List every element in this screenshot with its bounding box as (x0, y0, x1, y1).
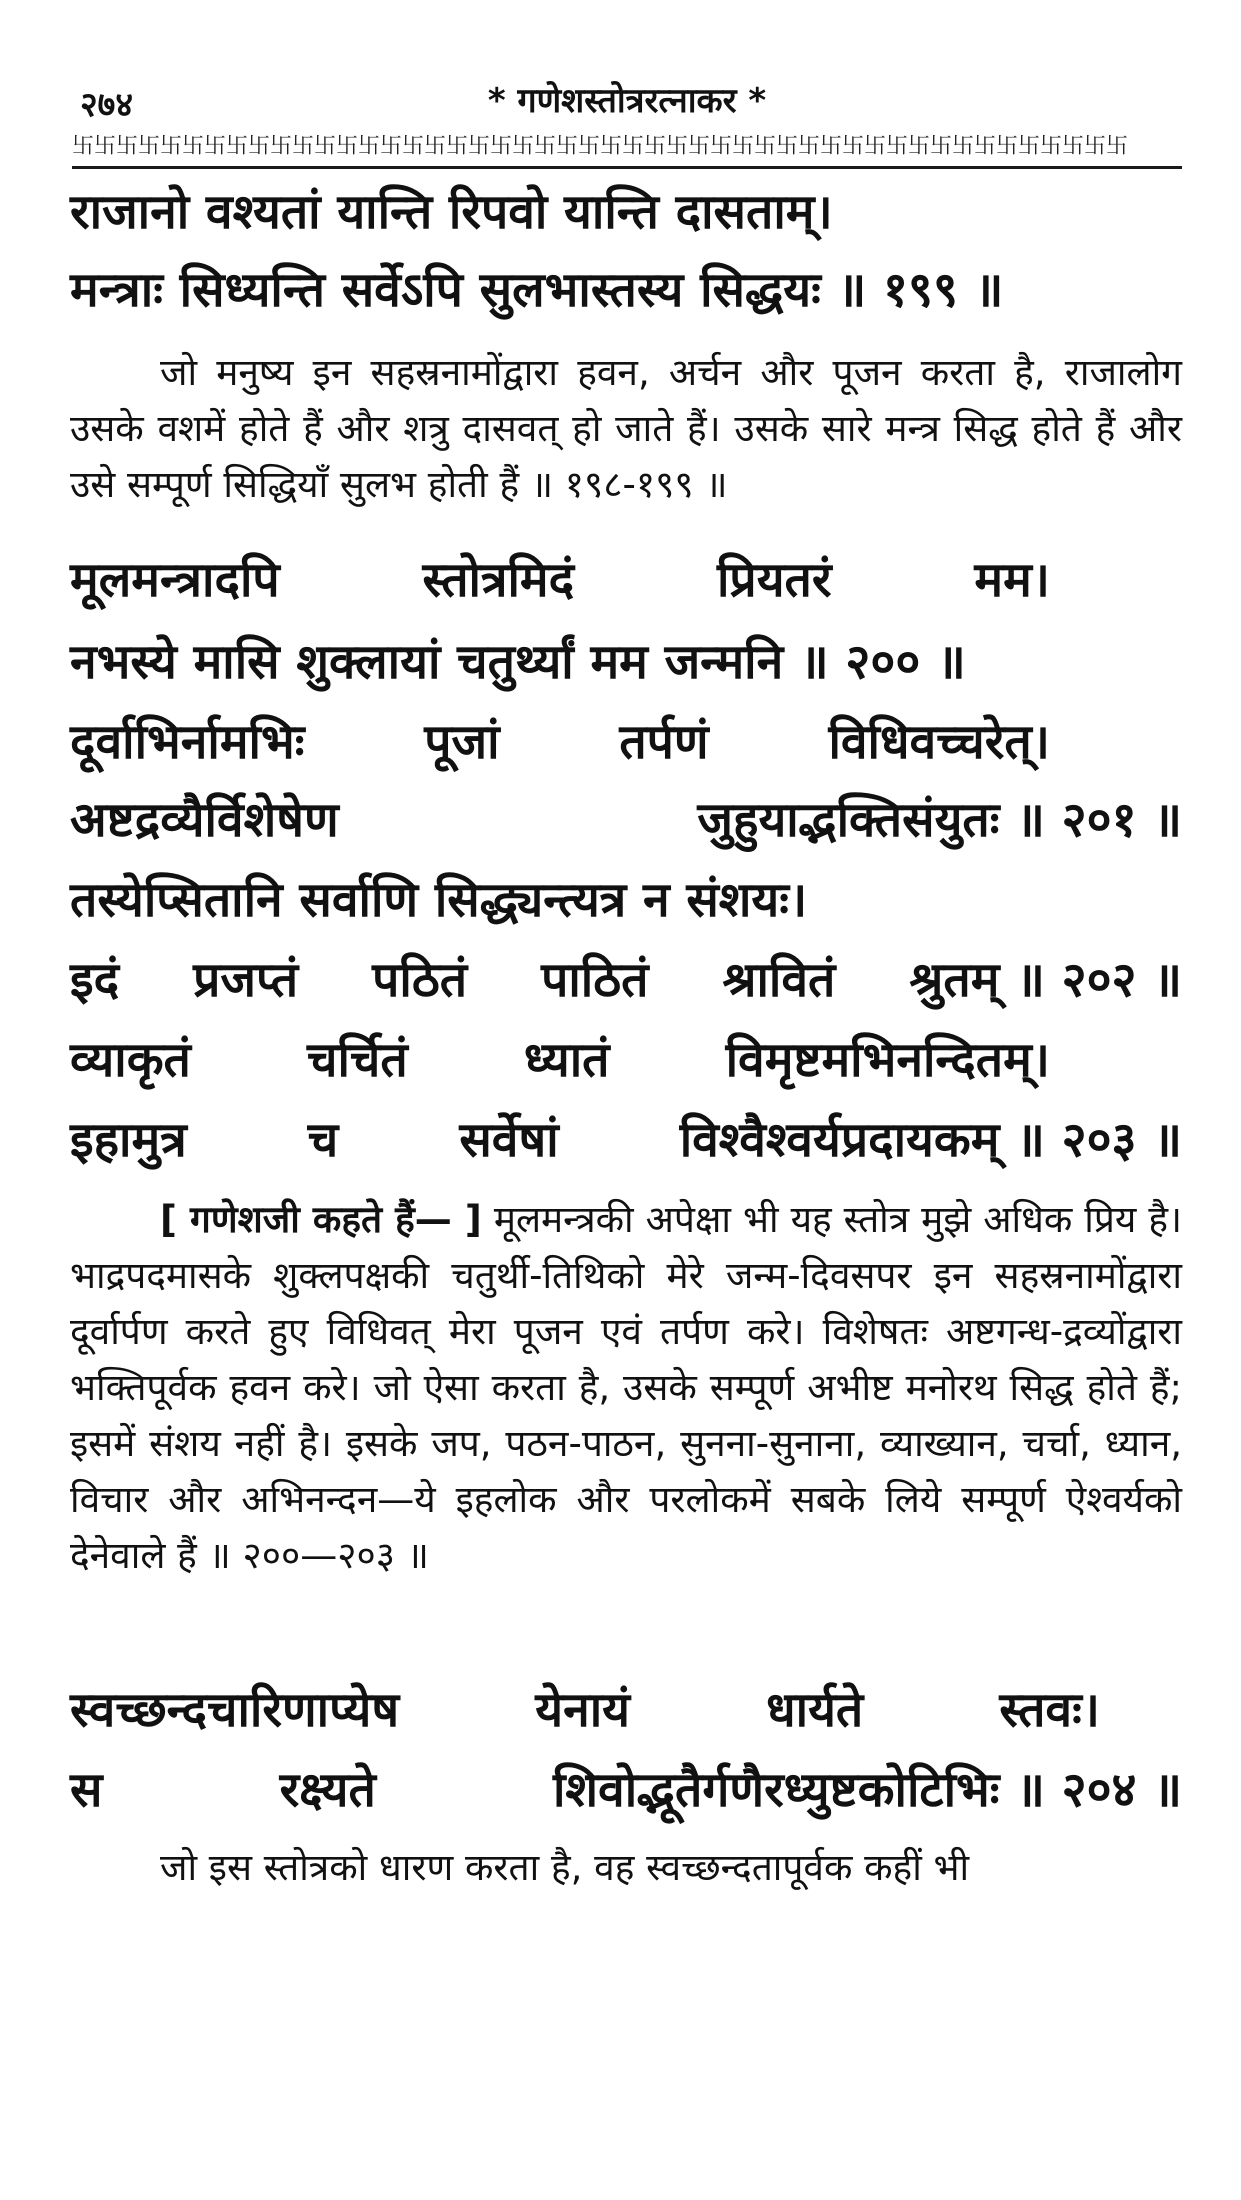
translation-204 (70, 1840, 1182, 1896)
verse-word: स्तोत्रमिदं (422, 552, 575, 608)
verse-word: स (70, 1762, 103, 1818)
verse-word: पठितं (372, 952, 468, 1008)
verse-word: विश्वैश्वर्यप्रदायकम् ॥ २०३ ॥ (679, 1112, 1182, 1168)
verse-word: ध्यातं (523, 1032, 610, 1088)
verse-word: प्रियतरं (716, 552, 832, 608)
verse-word: च (307, 1112, 339, 1168)
verse-word: इदं (70, 952, 120, 1008)
verse-word: प्रजप्तं (193, 952, 299, 1008)
verse-word: अष्टद्रव्यैर्विशेषेण (70, 792, 339, 848)
verse-word: शिवोद्भूतैर्गणैरध्युष्टकोटिभिः ॥ २०४ ॥ (552, 1762, 1182, 1818)
header-rule (72, 166, 1182, 169)
verse-word: जुहुयाद्भक्तिसंयुतः ॥ २०१ ॥ (697, 792, 1182, 848)
verse-word: स्वच्छन्दचारिणाप्येष (70, 1682, 400, 1738)
verse-word: धार्यते (766, 1682, 864, 1738)
verse-word: सर्वेषां (459, 1112, 559, 1168)
verse-word: व्याकृतं (70, 1032, 191, 1088)
translation-200-203 (70, 1192, 1182, 1584)
verse-word: श्रुतम् ॥ २०२ ॥ (909, 952, 1182, 1008)
verse-199-line-1: राजानो वश्यतां यान्ति रिपवो यान्ति दासताम्। (70, 184, 833, 240)
verse-201-line-1 (70, 712, 1050, 772)
verse-203-line-1 (70, 1030, 1050, 1090)
verse-word: रक्ष्यते (279, 1762, 376, 1818)
verse-202-line-2 (70, 950, 1182, 1010)
verse-word: येनायं (535, 1682, 631, 1738)
verse-199-line-2: मन्त्राः सिध्यन्ति सर्वेऽपि सुलभास्तस्य सिद्धयः ॥ १९९ ॥ (70, 262, 1004, 318)
translation-text: मूलमन्त्रकी अपेक्षा भी यह स्तोत्र मुझे अधिक प्रिय है। भाद्रपदमासके शुक्लपक्षकी चतुर्थी-तिथिको मेरे जन्म-दिवसपर इन सहस्रनामोंद्वारा दूर्वार्पण करते हुए विधिवत् मेरा पूजन एवं तर्पण करे। विशेषतः अष्टगन्ध-द्रव्योंद्वारा भक्तिपूर्वक हवन करे। जो ऐसा करता है, उसके सम्पूर्ण अभीष्ट मनोरथ सिद्ध होते हैं; इसमें संशय नहीं है। इसके जप, पठन-पाठन, सुनना-सुनाना, व्याख्यान, चर्चा, ध्यान, विचार और अभिनन्दन—ये इहलोक और परलोकमें सबके लिये सम्पूर्ण ऐश्वर्यको देनेवाले हैं (70, 1198, 1182, 1577)
verse-word: स्तवः। (999, 1682, 1100, 1738)
verse-word: श्रावितं (722, 952, 836, 1008)
verse-word: तर्पणं (619, 714, 709, 770)
translation-198-199 (70, 345, 1182, 513)
verse-reference: ॥ २००—२०३ ॥ (208, 1534, 429, 1577)
translation-text: जो मनुष्य इन सहस्रनामोंद्वारा हवन, अर्चन और पूजन करता है, राजालोग उसके वशमें होते हैं और शत्रु दासवत् हो जाते हैं। उसके सारे मन्त्र सिद्ध होते हैं और उसे सम्पूर्ण सिद्धियाँ सुलभ होती हैं ॥ १९८-१९९ ॥ (70, 351, 1182, 506)
verse-word: मम। (974, 552, 1050, 608)
verse-204-line-1 (70, 1680, 1100, 1740)
verse-word: विमृष्टमभिनन्दितम्। (725, 1032, 1050, 1088)
verse-201-line-2 (70, 790, 1182, 850)
verse-200-line-2: नभस्ये मासि शुक्लायां चतुर्थ्यां मम जन्मनि ॥ २०० ॥ (70, 634, 966, 690)
page-number: २७४ (80, 85, 134, 125)
running-title: * गणेशस्तोत्ररत्नाकर * (487, 81, 767, 121)
translation-text: जो इस स्तोत्रको धारण करता है, वह स्वच्छन्दतापूर्वक कहीं भी (160, 1846, 970, 1889)
verse-word: विधिवच्चरेत्। (828, 714, 1050, 770)
verse-204-line-2 (70, 1760, 1182, 1820)
speaker-label: [ गणेशजी कहते हैं— ] (160, 1198, 482, 1241)
verse-200-line-1 (70, 550, 1050, 610)
verse-word: पाठितं (541, 952, 649, 1008)
verse-word: इहामुत्र (70, 1112, 187, 1168)
page-header (72, 72, 1182, 128)
verse-word: दूर्वाभिर्नामभिः (70, 714, 305, 770)
verse-202-line-1: तस्येप्सितानि सर्वाणि सिद्ध्यन्त्यत्र न संशयः। (70, 872, 808, 928)
verse-word: चर्चितं (307, 1032, 408, 1088)
verse-word: मूलमन्त्रादपि (70, 552, 280, 608)
swastika-border-ornament: 卐卐卐卐卐卐卐卐卐卐卐卐卐卐卐卐卐卐卐卐卐卐卐卐卐卐卐卐卐卐卐卐卐卐卐卐卐卐卐卐卐卐卐卐卐卐卐卐 (72, 134, 1129, 159)
verse-word: पूजां (424, 714, 500, 770)
verse-203-line-2 (70, 1110, 1182, 1170)
